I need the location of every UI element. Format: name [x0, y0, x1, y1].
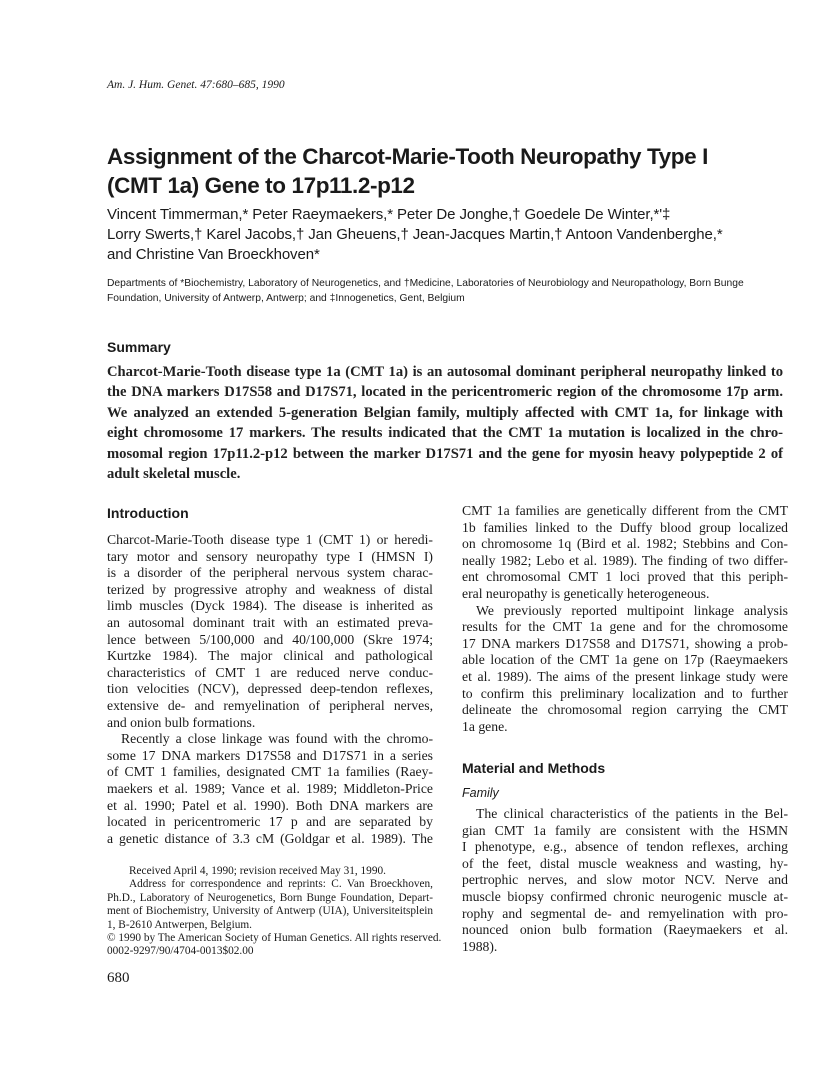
footnotes: [107, 865, 442, 959]
text-line: tary motor and sensory neuropathy type I (HMSN I): [107, 548, 433, 564]
text-line: terized by progressive atrophy and weakness of distal: [107, 581, 433, 597]
text-line: extensive de- and remyelination of peripheral nerves,: [107, 697, 433, 713]
text-line: some 17 DNA markers D17S58 and D17S71 in a series: [107, 747, 433, 763]
text-line: maekers et al. 1989; Vance et al. 1989; Middleton-Price: [107, 780, 433, 796]
right-column: [462, 503, 788, 735]
text-line: limb muscles (Dyck 1984). The disease is inherited as: [107, 598, 433, 614]
text-line: 1, B-2610 Antwerpen, Belgium.: [107, 918, 252, 931]
text-line: eight chromosome 17 markers. The results indicated that the CMT 1a mutation is localized in the chro-: [107, 425, 783, 442]
title-line: (CMT 1a) Gene to 17p11.2-p12: [107, 173, 415, 198]
text-line: neally 1982; Lebo et al. 1989). The finding of two differ-: [462, 552, 788, 568]
text-line: et al. 1989). The aims of the present linkage study were: [462, 668, 788, 684]
text-line: Address for correspondence and reprints: C. Van Broeckhoven,: [129, 878, 433, 891]
title-line: Assignment of the Charcot-Marie-Tooth Neuropathy Type I: [107, 144, 708, 169]
text-line: muscle biopsy confirmed chronic neurogenic muscle at-: [462, 888, 788, 904]
text-line: rophy and segmental de- and remyelination with pro-: [462, 905, 788, 921]
text-line: ent chromosomal CMT 1 loci proved that this periph-: [462, 569, 788, 585]
author-line: Vincent Timmerman,* Peter Raeymaekers,* Peter De Jonghe,† Goedele De Winter,*'‡: [107, 206, 671, 223]
text-line: mosomal region 17p11.2-p12 between the marker D17S71 and the gene for myosin heavy polypeptide 2 of: [107, 445, 783, 462]
text-line: Charcot-Marie-Tooth disease type 1 (CMT 1) or heredi-: [107, 532, 433, 547]
text-line: of CMT 1 families, designated CMT 1a families (Raey-: [107, 764, 433, 780]
text-line: 1b families linked to the Duffy blood group localized: [462, 519, 788, 535]
text-line: 1988).: [462, 938, 498, 954]
text-line: lence between 5/100,000 and 40/100,000 (Skre 1974;: [107, 631, 433, 647]
text-line: pertrophic nerves, and slow motor NCV. Nerve and: [462, 872, 788, 888]
text-line: Kurtzke 1984). The major clinical and pathological: [107, 648, 433, 664]
family-subheading: Family: [462, 786, 499, 800]
left-column: [107, 532, 433, 847]
text-line: gian CMT 1a family are consistent with the HSMN: [462, 822, 788, 838]
text-line: We analyzed an extended 5-generation Belgian family, multiply affected with CMT 1a, for linkage with: [107, 404, 783, 421]
journal-citation: Am. J. Hum. Genet. 47:680–685, 1990: [107, 79, 285, 91]
summary-heading: Summary: [107, 339, 171, 355]
affiliations: [107, 276, 744, 306]
summary-text: [107, 362, 783, 484]
text-line: nounced onion bulb formation (Raeymaekers et al.: [462, 922, 788, 938]
text-line: Ph.D., Laboratory of Neurogenetics, Born Bunge Foundation, Depart-: [107, 891, 433, 904]
methods-heading: Material and Methods: [462, 760, 606, 776]
text-line: Recently a close linkage was found with the chromo-: [121, 731, 433, 747]
text-line: is a disorder of the peripheral nervous system charac-: [107, 565, 433, 581]
intro-paragraph-2: [107, 731, 433, 847]
text-line: 17 DNA markers D17S58 and D17S71, showing a prob-: [462, 635, 788, 651]
text-line: I phenotype, e.g., absence of tendon reflexes, arching: [462, 839, 788, 855]
text-line: and onion bulb formations.: [107, 714, 256, 730]
author-list: [107, 205, 723, 265]
text-line: of the feet, distal muscle weakness and wasting, hy-: [462, 855, 788, 871]
text-line: able location of the CMT 1a gene on 17p (Raeymaekers: [462, 652, 788, 668]
text-line: CMT 1a families are genetically different from the CMT: [462, 503, 788, 518]
article-title: [107, 142, 708, 200]
text-line: Received April 4, 1990; revision received May 31, 1990.: [129, 865, 386, 877]
text-line: We previously reported multipoint linkage analysis: [476, 602, 788, 618]
text-line: located in pericentromeric 17 p and are separated by: [107, 814, 433, 830]
text-line: The clinical characteristics of the patients in the Bel-: [476, 806, 788, 821]
text-line: results for the CMT 1a gene and for the chromosome: [462, 619, 788, 635]
text-line: 0002-9297/90/4704-0013$02.00: [107, 945, 254, 958]
text-line: characteristics of CMT 1 are reduced nerve conduc-: [107, 664, 433, 680]
text-line: eral neuropathy is genetically heterogeneous.: [462, 585, 710, 601]
affiliation-line: Departments of *Biochemistry, Laboratory of Neurogenetics, and †Medicine, Laboratories of Neurobiology and Neuropathology, Born Bunge: [107, 278, 744, 289]
author-line: Lorry Swerts,† Karel Jacobs,† Jan Gheuens,† Jean-Jacques Martin,† Antoon Vandenberghe,*: [107, 226, 723, 243]
author-line: and Christine Van Broeckhoven*: [107, 246, 320, 263]
intro-paragraph-2-continued: [462, 503, 788, 603]
text-line: the DNA markers D17S58 and D17S71, located in the pericentromeric region of the chromosome 17p arm.: [107, 384, 783, 401]
text-line: a genetic distance of 3.3 cM (Goldgar et al. 1989). The: [107, 830, 433, 846]
text-line: Charcot-Marie-Tooth disease type 1a (CMT 1a) is an autosomal dominant peripheral neuropathy linked to: [107, 364, 783, 380]
text-line: © 1990 by The American Society of Human Genetics. All rights reserved.: [107, 932, 442, 945]
affiliation-line: Foundation, University of Antwerp, Antwerp; and ‡Innogenetics, Gent, Belgium: [107, 293, 465, 304]
text-line: tion velocities (NCV), depressed deep-tendon reflexes,: [107, 681, 433, 697]
page-number: 680: [107, 970, 130, 986]
text-line: adult skeletal muscle.: [107, 466, 241, 483]
text-line: an autosomal dominant trait with an estimated preva-: [107, 614, 433, 630]
family-paragraph: [462, 806, 788, 955]
intro-paragraph-1: [107, 532, 433, 731]
text-line: to confirm this preliminary localization and to further: [462, 685, 788, 701]
introduction-heading: Introduction: [107, 505, 189, 521]
text-line: on chromosome 1q (Bird et al. 1982; Stebbins and Con-: [462, 536, 788, 552]
text-line: ment of Biochemistry, University of Antwerp (UIA), Universiteitsplein: [107, 905, 433, 918]
text-line: delineate the chromosomal region carrying the CMT: [462, 702, 788, 718]
text-line: 1a gene.: [462, 718, 508, 734]
intro-paragraph-3: [462, 603, 788, 736]
text-line: et al. 1990; Patel et al. 1990). Both DNA markers are: [107, 797, 433, 813]
